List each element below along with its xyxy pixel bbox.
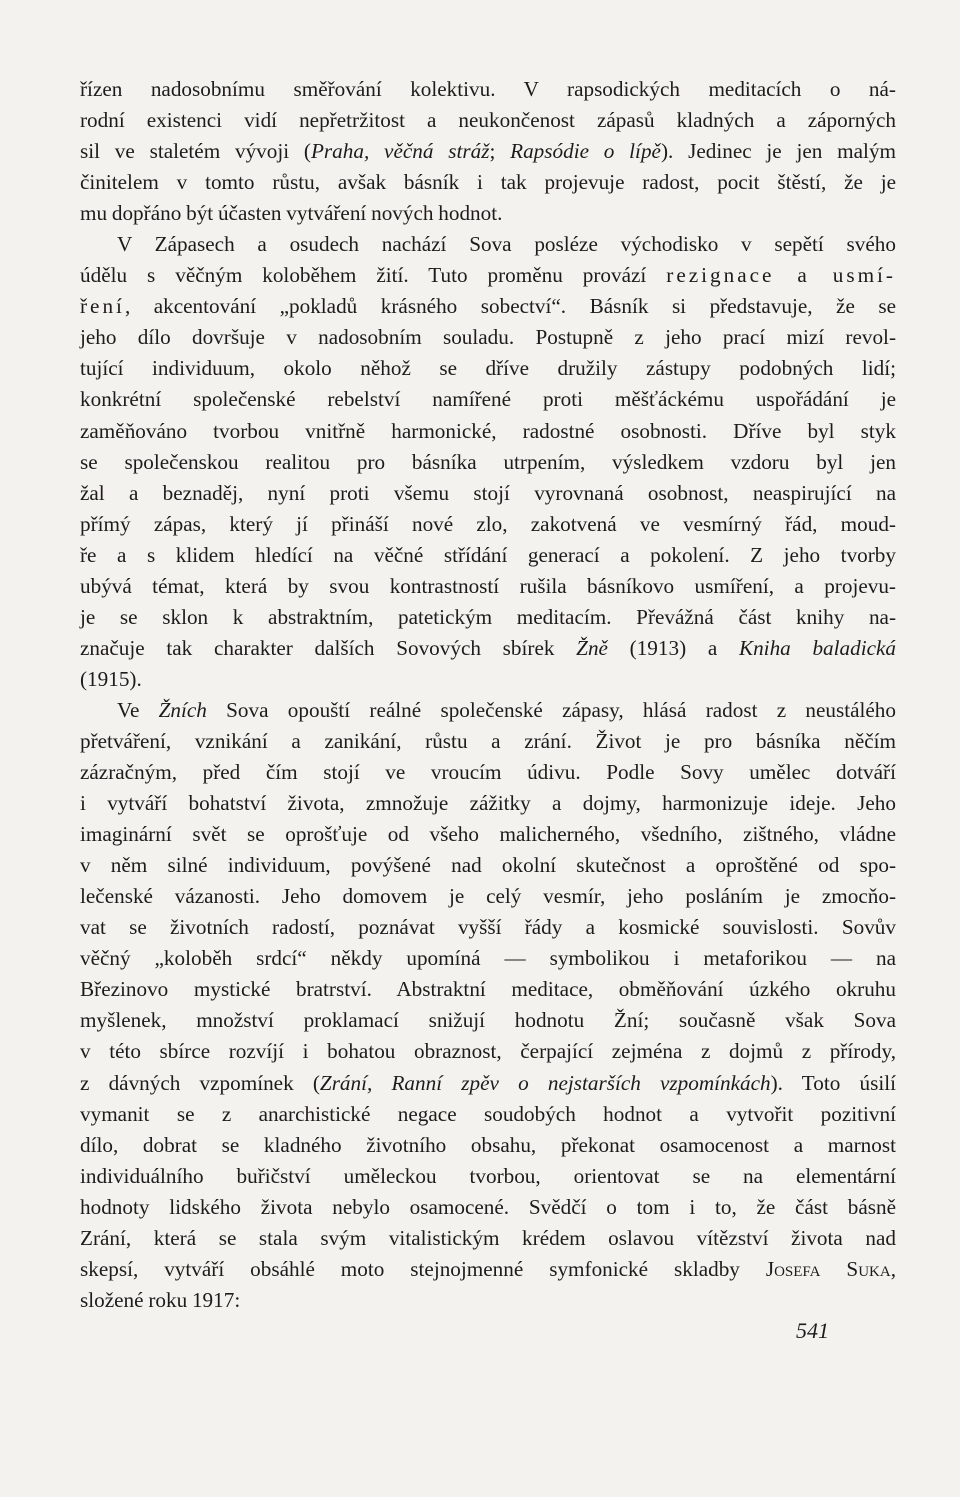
text-line: imaginární svět se oprošťuje od všeho malicherného, všedního, zištného, vládne — [80, 822, 896, 847]
text-line: ubývá témat, která by svou kontrastností rušila básníkovo usmíření, a projevu- — [80, 573, 896, 598]
text-line: v této sbírce rozvíjí i bohatou obraznost, čerpající zejména z dojmů z přírody, — [80, 1039, 896, 1064]
text-line: mu dopřáno být účasten vytváření nových hodnot. — [80, 201, 503, 226]
text-line: individuálního buřičství uměleckou tvorbou, orientovat se na elementární — [80, 1163, 896, 1188]
text-line: (1915). — [80, 666, 142, 691]
text-line: dílo, dobrat se kladného životního obsahu, překonat osamocenost a marnost — [80, 1132, 896, 1157]
text-line: myšlenek, množství proklamací snižují hodnotu Žní; současně však Sova — [80, 1008, 896, 1033]
text-line: vat se životních radostí, poznávat vyšší řády a kosmické souvislosti. Sovův — [80, 915, 896, 940]
text-line: věčný „koloběh srdcí“ někdy upomíná — symbolikou i metaforikou — na — [80, 946, 896, 971]
text-line: je se sklon k abstraktním, patetickým meditacím. Převážná část knihy na- — [80, 604, 896, 629]
text-line: složené roku 1917: — [80, 1287, 241, 1312]
text-line: přetváření, vznikání a zanikání, růstu a zrání. Život je pro básníka něčím — [80, 728, 896, 753]
text-line: V Zápasech a osudech nachází Sova posléze východisko v sepětí svého — [117, 232, 896, 257]
text-line: tující individuum, okolo něhož se dříve družily zástupy podobných lidí; — [80, 356, 896, 381]
text-line: sil ve staletém vývoji (Praha, věčná stráž; Rapsódie o lípě). Jedinec je jen malým — [80, 139, 897, 164]
text-line: zaměňováno tvorbou vnitřně harmonické, radostné osobnosti. Dříve byl styk — [80, 418, 896, 443]
work-title: Zrání, Ranní zpěv o nejstarších vzpomínkách — [319, 1070, 771, 1095]
work-title: Praha, věčná stráž — [310, 139, 490, 164]
text-line: vymanit se z anarchistické negace soudobých hodnot a vytvořit pozitivní — [80, 1101, 896, 1126]
work-title: Žně — [576, 635, 608, 660]
text-line: řízen nadosobnímu směřování kolektivu. V rapsodických meditacích o ná- — [80, 77, 896, 101]
text-line: rodní existenci vidí nepřetržitost a neukončenost zápasů kladných a záporných — [80, 108, 896, 133]
text-line: přímý zápas, který jí přináší nové zlo, zakotvená ve vesmírný řád, moud- — [80, 511, 896, 536]
text-line: i vytváří bohatství života, zmnožuje zážitky a dojmy, harmonizuje ideje. Jeho — [80, 791, 896, 816]
text-line: zázračným, před čím stojí ve vroucím údivu. Podle Sovy umělec dotváří — [80, 760, 896, 785]
text-line: lečenské vázanosti. Jeho domovem je celý vesmír, jeho posláním je zmocňo- — [80, 884, 896, 909]
work-title: Rapsódie o lípě — [510, 139, 661, 164]
page-number: 541 — [796, 1318, 829, 1343]
text-line: ření, akcentování „pokladů krásného sobectví“. Básník si představuje, že se — [80, 294, 896, 319]
work-title: Žních — [158, 697, 207, 722]
text-line: činitelem v tomto růstu, avšak básník i tak projevuje radost, pocit štěstí, že je — [80, 170, 896, 195]
body-text — [80, 74, 896, 1316]
text-line: jeho dílo dovršuje v nadosobním souladu. Postupně z jeho prací mizí revol- — [80, 325, 896, 350]
composer-name: Josefa Suka — [765, 1256, 891, 1281]
text-line: Zrání, která se stala svým vitalistickým krédem oslavou vítězství života nad — [80, 1225, 896, 1250]
emphasized-term: ření — [80, 294, 125, 319]
text-line: Ve Žních Sova opouští reálné společenské zápasy, hlásá radost z neustálého — [117, 697, 896, 722]
text-line: se společenskou realitou pro básníka utrpením, výsledkem vzdoru byl jen — [80, 449, 896, 474]
text-line: žal a beznaděj, nyní proti všemu stojí vyrovnaná osobnost, neaspirující na — [80, 480, 896, 505]
text-line: značuje tak charakter dalších Sovových sbírek Žně (1913) a Kniha baladická — [80, 635, 897, 660]
text-line: údělu s věčným koloběhem žití. Tuto proměnu provází rezignace a usmí- — [80, 263, 896, 288]
emphasized-term: rezignace a usmí- — [666, 263, 896, 288]
text-line: skepsí, vytváří obsáhlé moto stejnojmenné symfonické skladby Josefa Suka, — [80, 1256, 896, 1281]
text-line: konkrétní společenské rebelství namířené proti měšťáckému uspořádání je — [80, 387, 896, 412]
text-line: v něm silné individuum, povýšené nad okolní skutečnost a oproštěné od spo- — [80, 853, 896, 878]
text-line: z dávných vzpomínek (Zrání, Ranní zpěv o nejstarších vzpomínkách). Toto úsilí — [80, 1070, 896, 1095]
text-line: hodnoty lidského života nebylo osamocené. Svědčí o tom i to, že část básně — [80, 1194, 896, 1219]
text-line: Březinovo mystické bratrství. Abstraktní meditace, obměňování úzkého okruhu — [80, 977, 896, 1002]
work-title: Kniha baladická — [738, 635, 897, 660]
text-line: ře a s klidem hledící na věčné střídání generací a pokolení. Z jeho tvorby — [80, 542, 896, 567]
